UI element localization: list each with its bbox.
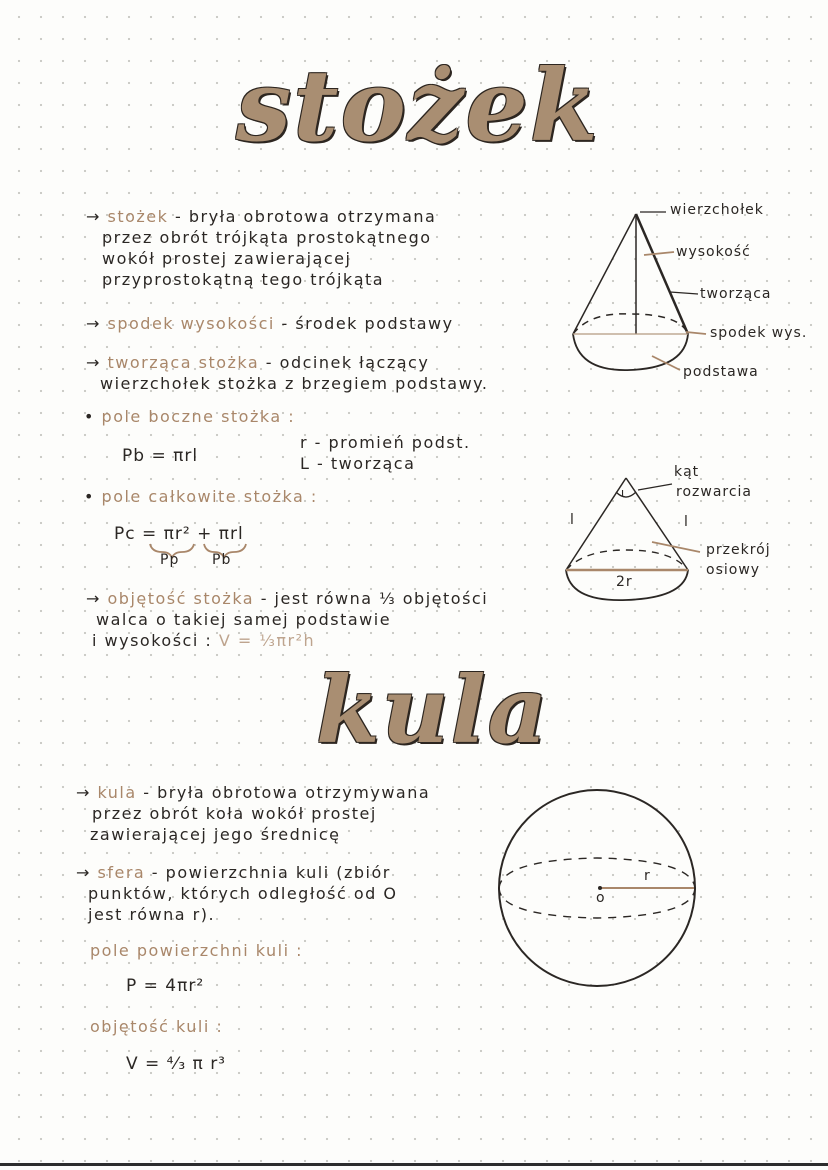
label-section: przekrój xyxy=(706,542,771,558)
arrow-icon: → xyxy=(86,207,101,226)
separator: - xyxy=(145,863,166,882)
cone-definition xyxy=(86,206,506,290)
term-volume: objętość stożka xyxy=(107,589,255,608)
volume-formula: V = ⅓πr²h xyxy=(218,631,316,650)
label-center: o xyxy=(596,890,606,906)
arrow-icon: → xyxy=(76,863,91,882)
cone-base-back xyxy=(573,314,688,334)
slant-definition xyxy=(86,352,516,394)
page-edge xyxy=(0,1163,828,1166)
definition-line: punktów, których odległość od O xyxy=(88,884,398,903)
arrow-icon: → xyxy=(76,783,91,802)
definition-line: odcinek łączący xyxy=(279,353,430,372)
label-slant-left: l xyxy=(570,512,575,528)
total-area-heading xyxy=(84,486,318,507)
definition-line: wokół prostej zawierającej xyxy=(102,249,352,268)
formula-part: πrl xyxy=(218,524,244,544)
formula-part: Pc = πr² xyxy=(114,524,191,544)
separator: - xyxy=(274,314,296,333)
bullet-icon: • xyxy=(84,407,95,426)
angle-symbol: ι xyxy=(621,486,627,500)
cone-slant-edge xyxy=(636,214,688,334)
label-apex: wierzchołek xyxy=(670,202,764,218)
lateral-area-heading xyxy=(84,406,295,427)
under-label-pb: Pb xyxy=(212,552,232,568)
arrow-icon: → xyxy=(86,353,101,372)
sphere-surface-formula: P = 4πr² xyxy=(126,976,205,996)
sphere-title: kula xyxy=(316,656,550,764)
arrow-icon: → xyxy=(86,589,101,608)
cone-left-edge xyxy=(573,214,636,334)
arrow-icon: → xyxy=(86,314,101,333)
label-foot: spodek wys. xyxy=(710,325,808,341)
sphere-definition xyxy=(76,782,496,845)
label-slant: tworząca xyxy=(700,286,772,302)
definition-line: wierzchołek stożka z brzegiem podstawy. xyxy=(100,374,489,393)
term-sphere: kula xyxy=(97,783,137,802)
lateral-area-formula: Pb = πrl xyxy=(122,446,199,466)
label-slant-right: l xyxy=(684,514,689,530)
definition-line: przez obrót koła wokół prostej xyxy=(92,804,377,823)
definition-line: powierzchnia kuli (zbiór xyxy=(165,863,391,882)
under-label-pp: Pp xyxy=(160,552,180,568)
label-diameter: 2r xyxy=(616,574,633,590)
definition-line: zawierającej jego średnicę xyxy=(90,825,341,844)
total-area-formula xyxy=(114,524,244,544)
definition-line: przyprostokątną tego trójkąta xyxy=(102,270,385,289)
foot-definition xyxy=(86,313,506,334)
label-angle: kąt xyxy=(674,464,700,480)
term-sfera: sfera xyxy=(97,863,146,882)
sphere-surface-definition xyxy=(76,862,496,925)
lateral-area-legend xyxy=(300,432,471,474)
legend-line: r - promień podst. xyxy=(300,433,471,452)
definition-line: przez obrót trójkąta prostokątnego xyxy=(102,228,432,247)
term-foot: spodek wysokości xyxy=(107,314,275,333)
bullet-icon: • xyxy=(84,487,95,506)
cone-volume xyxy=(86,588,546,651)
legend-line: L - tworząca xyxy=(300,454,416,473)
label-section-2: osiowy xyxy=(706,562,761,578)
definition-line: i wysokości : xyxy=(92,631,219,650)
separator: - xyxy=(259,353,280,372)
label-height: wysokość xyxy=(676,244,751,260)
separator: - xyxy=(168,207,189,226)
heading-text: pole całkowite stożka : xyxy=(101,487,318,506)
definition-line: środek podstawy xyxy=(295,314,454,333)
definition-line: - jest równa ⅓ objętości xyxy=(254,589,489,608)
separator: - xyxy=(136,783,158,802)
term-cone: stożek xyxy=(107,207,169,226)
label-radius: r xyxy=(644,868,651,884)
heading-text: pole boczne stożka : xyxy=(101,407,296,426)
label-angle-2: rozwarcia xyxy=(676,484,753,500)
label-base: podstawa xyxy=(683,364,759,380)
definition-line: bryła obrotowa otrzymywana xyxy=(157,783,431,802)
plus-sign: + xyxy=(197,524,213,544)
term-slant: tworząca stożka xyxy=(107,353,260,372)
definition-line: walca o takiej samej podstawie xyxy=(96,610,392,629)
cone-title: stożek xyxy=(236,49,600,164)
sphere-surface-heading: pole powierzchni kuli : xyxy=(90,941,304,960)
sphere-volume-formula: V = ⁴⁄₃ π r³ xyxy=(126,1054,226,1074)
definition-line: jest równa r). xyxy=(88,905,216,924)
sphere-volume-heading: objętość kuli : xyxy=(90,1017,224,1036)
definition-line: bryła obrotowa otrzymana xyxy=(188,207,437,226)
